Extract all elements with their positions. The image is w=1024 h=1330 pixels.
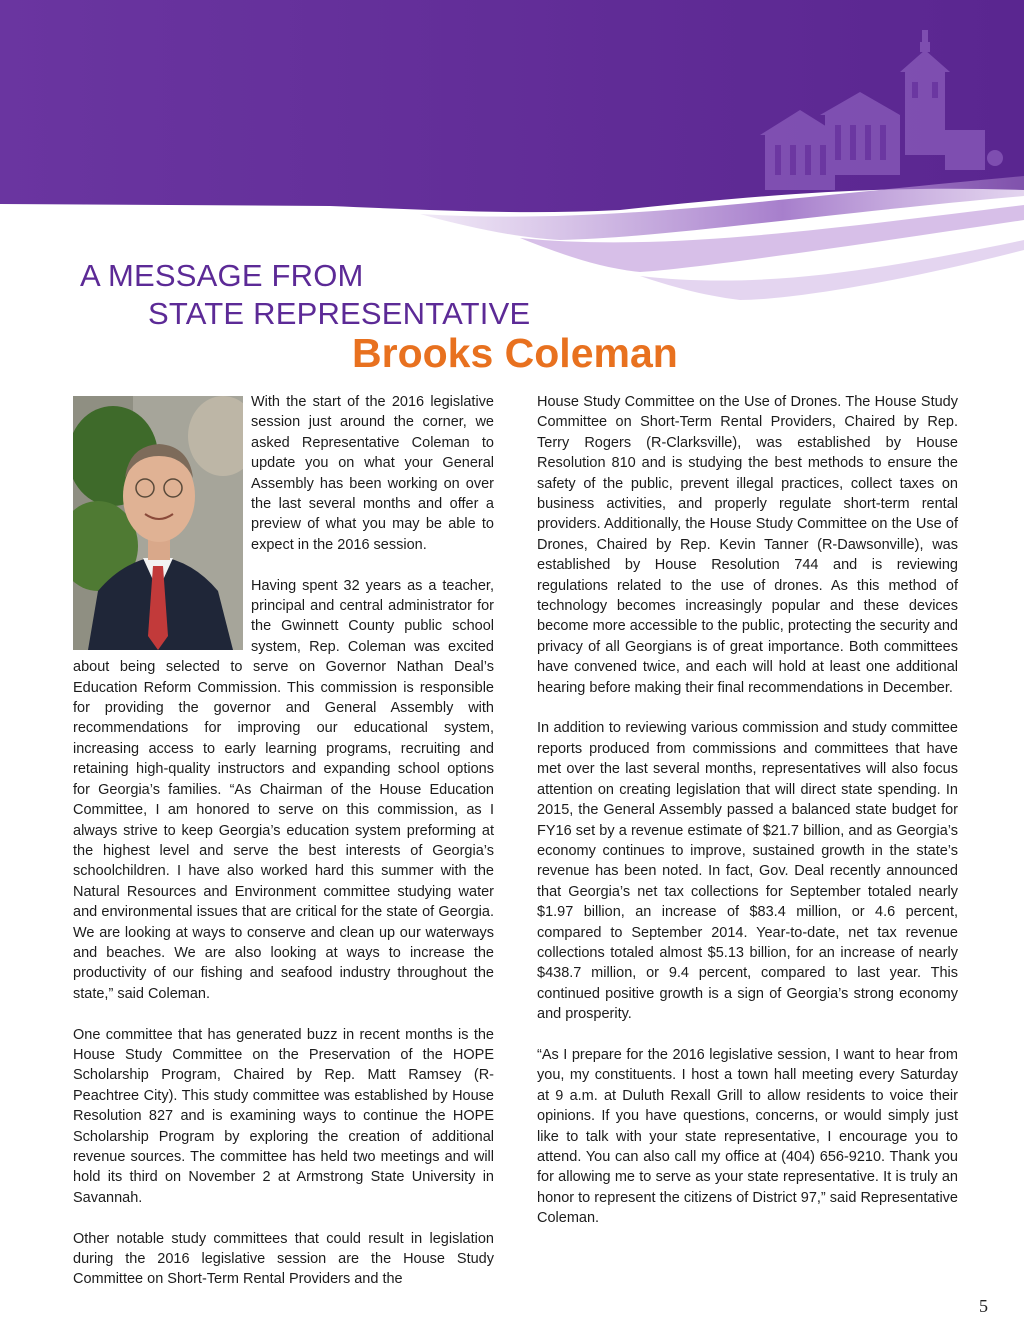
paragraph: With the start of the 2016 legislative session just around the corner, we asked Representative Coleman to update you on what your General Assembly has been working on over the last several months and offer a preview of what you may be able to expect in the 2016 session. xyxy=(251,394,494,553)
paragraph: Having spent 32 years as a teacher, principal and central administrator for the Gwinnett County public school system, Rep. Coleman was excited about being selected to serve on Governor Nathan Deal’s Education Reform Commission. This commission is responsible for providing the governor and General Assembly with recommendations for improving our educational system, increasing access to early learning programs, recruiting and retaining high-quality instructors and expanding school options for Georgia’s families. “As Chairman of the House Education Committee, I am honored to serve on this commission, as I always strive to keep Georgia’s education system preforming at the highest level and serve the best interests of Georgia’s schoolchildren. I have also worked hard this summer with the Natural Resources and Environment committee studying water and environmental issues that are critical for the state of Georgia. We are looking at ways to conserve and clean up our waterways and beaches. We are also looking at ways to increase the productivity of our fishing and seafood industry throughout the state,” said Coleman. xyxy=(73,577,494,1002)
paragraph: In addition to reviewing various commission and study committee reports produced from commissions and committees that have met over the last several months, representatives will also focus attention on creating legislation that will direct state spending. In 2015, the General Assembly passed a balanced state budget for FY16 set by a revenue estimate of $21.7 billion, and as Georgia’s economy continues to improve, sustained growth in the state’s revenue has been noted. In fact, Gov. Deal recently announced that Georgia’s net tax collections for September totaled nearly $1.97 billion, an increase of $83.4 million, or 4.6 percent, compared to September 2014. Year-to-date, net tax revenue collections totaled almost $5.13 billion, for an increase of nearly $438.7 million, or 9.4 percent, compared to last year. This continued positive growth is a sign of Georgia’s strong economy and prosperity. xyxy=(537,720,958,1023)
paragraph: House Study Committee on the Use of Drones. The House Study Committee on Short-Term Rental Providers, Chaired by Rep. Terry Rogers (R-Clarksville), was established by House Resolution 810 and is studying the best methods to ensure the safety of the public, prevent illegal practices, collect taxes on business activities, and properly regulate short-term rental providers. Additionally, the House Study Committee on the Use of Drones, Chaired by Rep. Kevin Tanner (R-Dawsonville), was established by House Resolution 744 and is reviewing regulations related to the use of drones. As this method of technology becomes increasingly popular and these devices become more accessible to the public, protecting the security and privacy of all Georgians is of great importance. Both committees have convened twice, and each will hold at least one additional hearing before making their final recommendations in December. xyxy=(537,394,958,696)
title-line-1: A MESSAGE FROM xyxy=(80,258,364,293)
portrait-photo xyxy=(73,396,243,650)
representative-name: Brooks Coleman xyxy=(352,330,678,376)
left-column xyxy=(73,392,494,1310)
paragraph: Other notable study committees that could result in legislation during the 2016 legislative session are the House Study Committee on Short-Term Rental Providers and the xyxy=(73,1230,494,1288)
paragraph: One committee that has generated buzz in recent months is the House Study Committee on the Preservation of the HOPE Scholarship Program, Chaired by Rep. Matt Ramsey (R-Peachtree City). This study committee was established by House Resolution 827 and is examining ways to continue the HOPE Scholarship Program by exploring the creation of additional revenue sources. The committee has held two meetings and will hold its third on November 2 at Armstrong State University in Savannah. xyxy=(73,1026,494,1206)
paragraph: “As I prepare for the 2016 legislative session, I want to hear from you, my constituents. I host a town hall meeting every Saturday at 9 a.m. at Duluth Rexall Grill to allow residents to voice their opinions. If you have questions, concerns, or would simply just like to talk with your state representative, I encourage you to attend. You can also call my office at (404) 656-9210. Thank you for allowing me to serve as your state representative. It is truly an honor to represent the citizens of District 97,” said Representative Coleman. xyxy=(537,1046,958,1227)
title-line-2: STATE REPRESENTATIVE xyxy=(148,296,531,331)
page-number: 5 xyxy=(979,1296,988,1316)
right-column xyxy=(537,392,958,1249)
